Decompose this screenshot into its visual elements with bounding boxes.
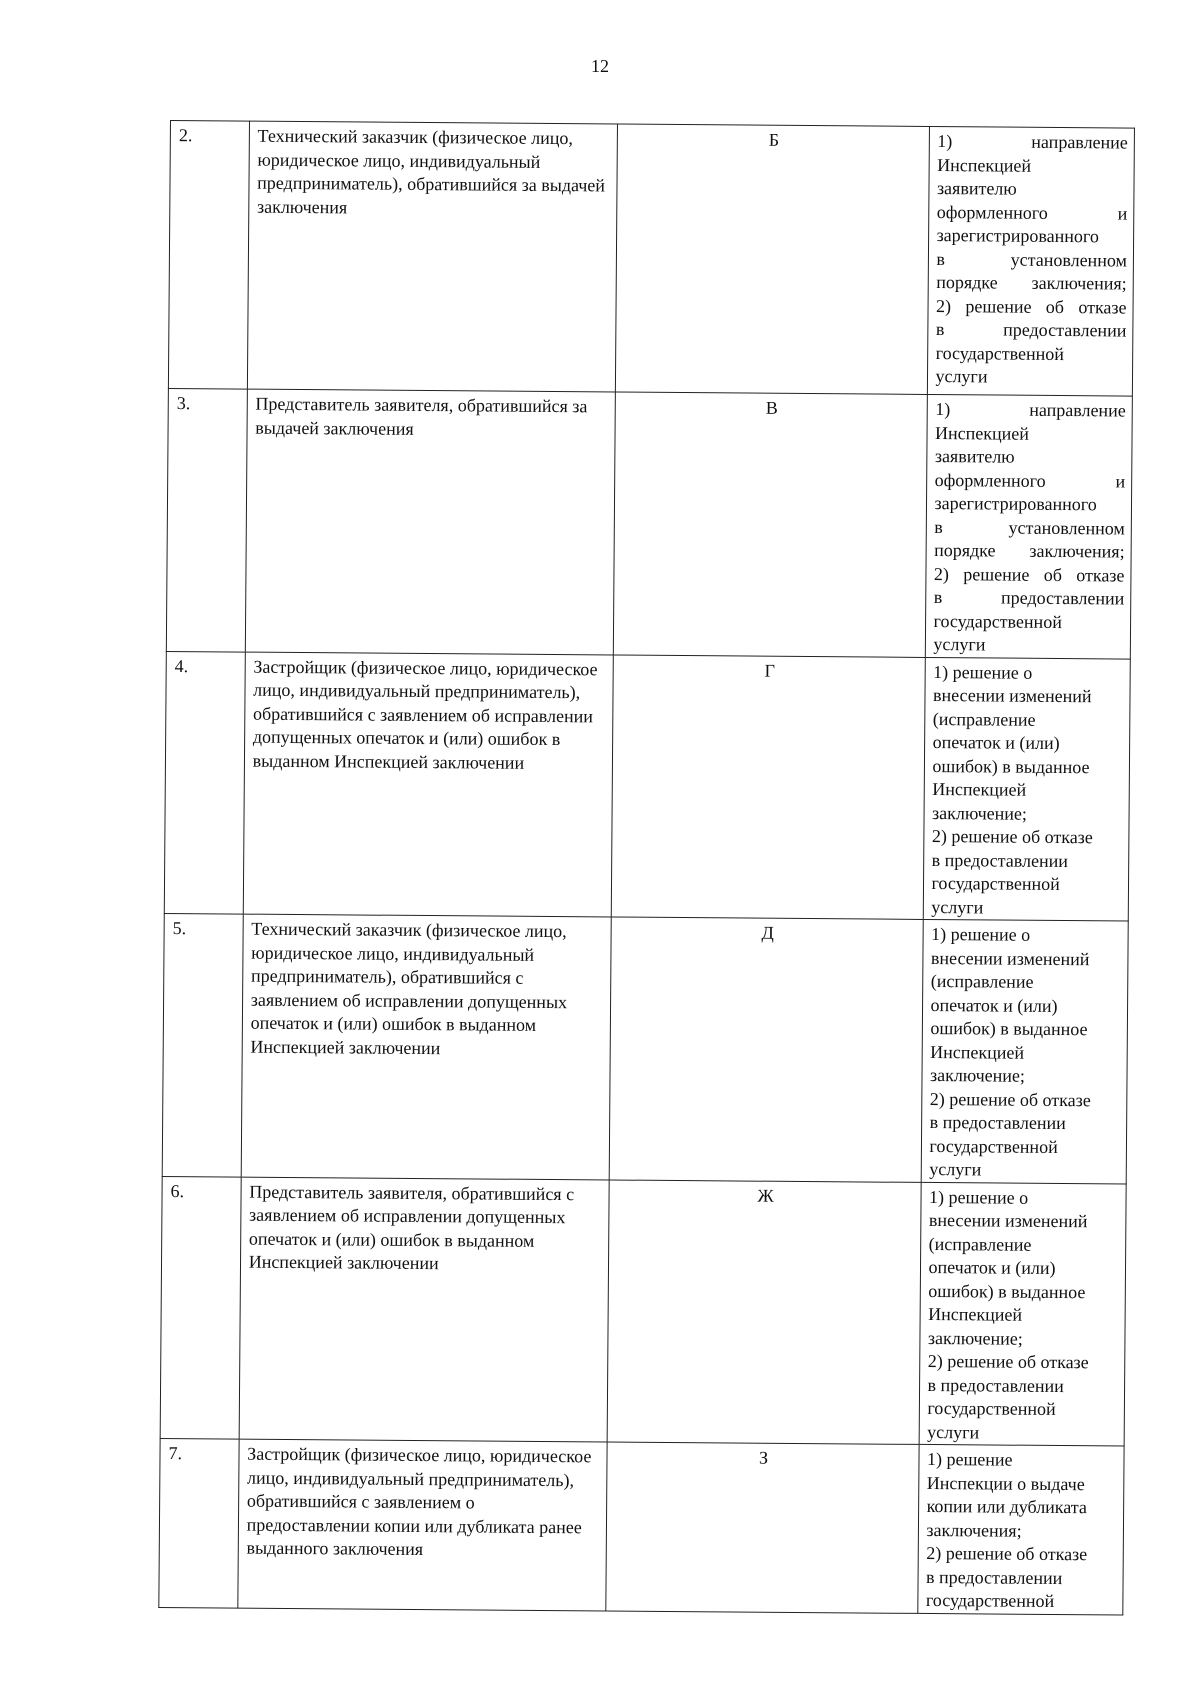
result-line: заключение; bbox=[929, 1064, 1025, 1086]
result-line: опечаток и (или) bbox=[930, 994, 1058, 1016]
result-line: зарегистрированного bbox=[934, 493, 1097, 515]
result-line: государственной bbox=[931, 873, 1060, 895]
result-line: ошибок) в выданное bbox=[932, 755, 1090, 777]
result-line: 2) решение об отказе bbox=[933, 563, 1125, 586]
applicant-description: Представитель заявителя, обратившийся за выдачей заключения bbox=[245, 389, 615, 654]
result-line: услуги bbox=[935, 366, 988, 387]
result-line: заявителю bbox=[936, 178, 1017, 199]
applicant-description: Застройщик (физическое лицо, юридическое лицо, индивидуальный предприниматель), обратившийся с заявлением об исправлении допущенных опечаток и (или) ошибок в выданном Инспекцией заключении bbox=[243, 652, 613, 917]
variant-letter: Б bbox=[615, 124, 929, 394]
result-line: в установленном bbox=[936, 248, 1128, 271]
result-line: заключения; bbox=[926, 1519, 1022, 1541]
applicant-description: Представитель заявителя, обратившийся с заявлением об исправлении допущенных опечаток и (или) ошибок в выданном Инспекцией заключении bbox=[239, 1177, 609, 1442]
result-line: услуги bbox=[927, 1421, 980, 1442]
result-line: в предоставлении bbox=[927, 1374, 1064, 1396]
result-line: 2) решение об отказе bbox=[926, 1542, 1088, 1565]
result-line: оформленного и bbox=[936, 201, 1128, 224]
result-line: в предоставлении bbox=[931, 849, 1068, 871]
result-line: порядке заключения; bbox=[936, 272, 1127, 294]
applicant-variants-table bbox=[158, 120, 1135, 1615]
result-line: опечаток и (или) bbox=[932, 732, 1060, 754]
result-line: государственной bbox=[925, 1589, 1055, 1611]
result-line: (исправление bbox=[930, 971, 1034, 992]
applicant-description: Технический заказчик (физическое лицо, юридическое лицо, индивидуальный предприниматель), обратившийся с заявлением об исправлении допущенных опечаток и (или) ошибок в выданном Инспекцией заключении bbox=[241, 914, 611, 1179]
result-line: в предоставлении bbox=[929, 1111, 1066, 1134]
row-number: 4. bbox=[164, 651, 245, 914]
result-line: государственной bbox=[927, 1397, 1056, 1419]
table-row bbox=[160, 1176, 1126, 1446]
page-number: 12 bbox=[591, 56, 609, 76]
result-line: 1) решение о bbox=[933, 661, 1033, 683]
row-number: 2. bbox=[168, 121, 249, 390]
result-line: 1) направление bbox=[935, 399, 1126, 421]
result-line: Инспекции о выдаче bbox=[926, 1472, 1085, 1494]
result-line: ошибок) в выданное bbox=[930, 1018, 1088, 1040]
variant-letter: Г bbox=[611, 654, 925, 919]
result-line: 2) решение об отказе bbox=[931, 826, 1093, 848]
result-line: в предоставлении bbox=[926, 1566, 1063, 1588]
result-line: (исправление bbox=[932, 708, 1036, 730]
result-line: заявителю bbox=[934, 446, 1015, 467]
service-result bbox=[925, 394, 1133, 658]
row-number: 5. bbox=[162, 913, 243, 1176]
row-number: 6. bbox=[160, 1176, 241, 1439]
result-line: внесении изменений bbox=[928, 1209, 1088, 1232]
result-line: копии или дубликата bbox=[926, 1495, 1088, 1518]
result-line: Инспекцией bbox=[932, 779, 1027, 800]
result-line: государственной bbox=[929, 1135, 1058, 1157]
row-number: 7. bbox=[159, 1438, 239, 1607]
result-line: (исправление bbox=[928, 1233, 1032, 1255]
result-line: заключение; bbox=[927, 1327, 1023, 1349]
result-line: услуги bbox=[931, 896, 984, 917]
variant-letter: З bbox=[606, 1442, 919, 1613]
result-line: порядке заключения; bbox=[934, 540, 1125, 562]
result-line: в предоставлении bbox=[933, 587, 1125, 609]
result-line: Инспекцией bbox=[928, 1303, 1023, 1325]
applicant-description: Застройщик (физическое лицо, юридическое лицо, индивидуальный предприниматель), обратившийся с заявлением о предоставлении копии или дубликата ранее выданного заключения bbox=[238, 1439, 607, 1610]
result-line: внесении изменений bbox=[932, 685, 1092, 707]
variant-letter: В bbox=[613, 392, 927, 657]
variant-letter: Д bbox=[609, 917, 923, 1182]
result-line: 1) направление bbox=[937, 131, 1128, 153]
result-line: 2) решение об отказе bbox=[929, 1088, 1091, 1110]
result-line: Инспекцией bbox=[934, 422, 1030, 444]
result-line: заключение; bbox=[932, 802, 1028, 824]
result-line: в установленном bbox=[934, 516, 1125, 539]
table-row bbox=[164, 651, 1130, 921]
table-row bbox=[166, 388, 1132, 658]
result-line: государственной bbox=[933, 610, 1062, 632]
result-line: ошибок) в выданное bbox=[928, 1280, 1086, 1302]
applicant-description: Технический заказчик (физическое лицо, юридическое лицо, индивидуальный предприниматель), обратившийся за выдачей заключения bbox=[247, 121, 617, 392]
service-result bbox=[917, 1444, 1124, 1614]
table-row bbox=[159, 1438, 1124, 1614]
service-result bbox=[921, 919, 1129, 1183]
result-line: опечаток и (или) bbox=[928, 1256, 1056, 1278]
result-line: оформленного и bbox=[934, 469, 1126, 492]
result-line: услуги bbox=[929, 1158, 982, 1180]
result-line: зарегистрированного bbox=[936, 225, 1099, 247]
variant-letter: Ж bbox=[607, 1179, 921, 1444]
result-line: 1) решение о bbox=[931, 924, 1031, 945]
result-line: государственной bbox=[935, 342, 1065, 364]
table-row bbox=[168, 121, 1134, 397]
row-number: 3. bbox=[166, 388, 247, 651]
result-line: Инспекцией bbox=[930, 1041, 1025, 1063]
result-line: в предоставлении bbox=[935, 319, 1127, 341]
result-line: услуги bbox=[933, 634, 986, 655]
result-line: 2) решение об отказе bbox=[927, 1350, 1089, 1373]
service-result bbox=[923, 657, 1131, 921]
service-result bbox=[919, 1182, 1127, 1446]
result-line: Инспекцией bbox=[937, 154, 1032, 176]
result-line: 1) решение о bbox=[928, 1186, 1029, 1208]
result-line: внесении изменений bbox=[930, 947, 1090, 969]
service-result bbox=[927, 126, 1135, 396]
result-line: 1) решение bbox=[926, 1448, 1013, 1470]
table-row bbox=[162, 913, 1128, 1183]
result-line: 2) решение об отказе bbox=[935, 295, 1127, 318]
